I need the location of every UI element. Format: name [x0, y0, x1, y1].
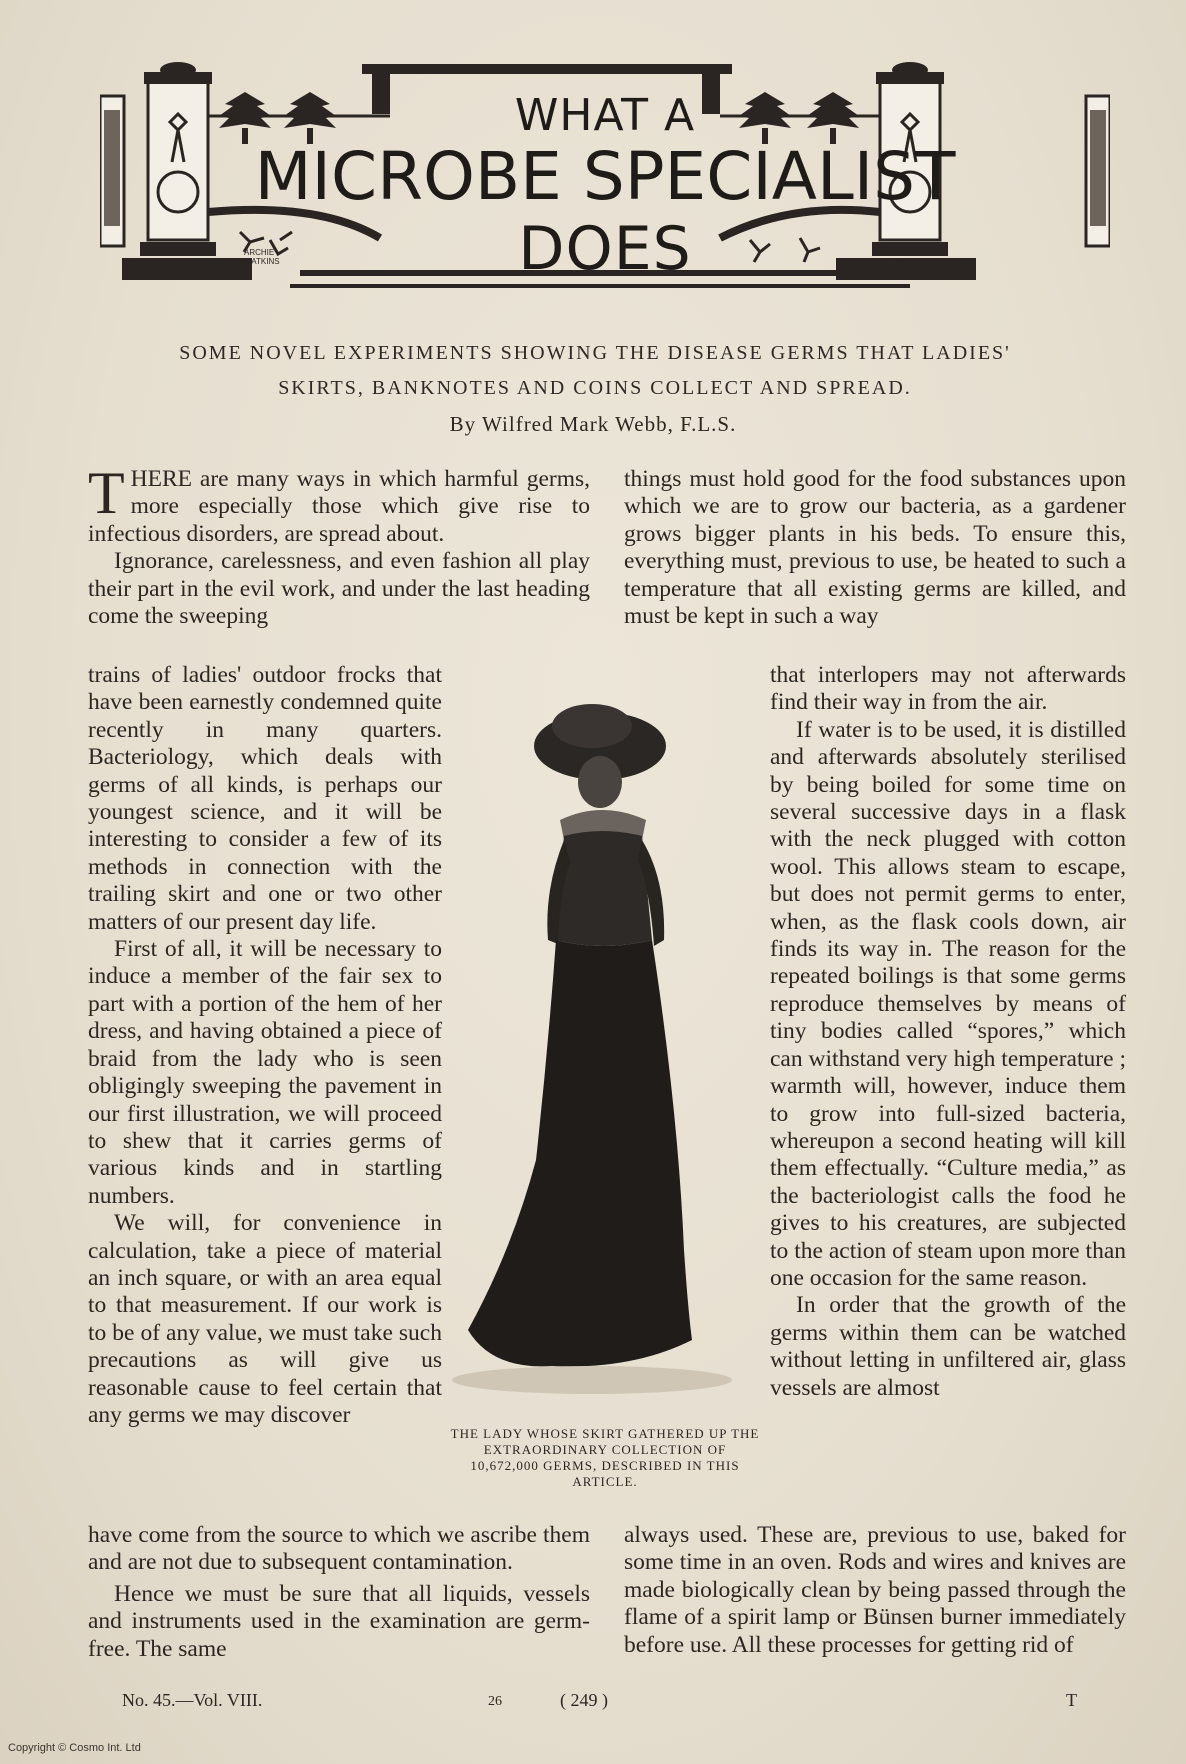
paragraph-4: We will, for convenience in calculation, take a piece of material an inch square, or with an area equal to that measurement. If our work is to be of any value, we must take such precautions as will give us reasonable cause to feel certain that any germs we may discover [88, 1210, 442, 1428]
subtitle-line-1: SOME NOVEL EXPERIMENTS SHOWING THE DISEASE GERMS THAT LADIES' [179, 342, 1011, 364]
right-paragraph-1-cont: that interlopers may not afterwards find their way in from the air. [770, 662, 1126, 716]
title-line-2: MICROBE SPECIALIST [254, 138, 956, 215]
subtitle-line-2: SKIRTS, BANKNOTES AND COINS COLLECT AND SPREAD. [278, 377, 912, 399]
title-line-3: DOES [518, 214, 692, 284]
lady-silhouette-image [452, 690, 752, 1430]
right-column-narrow [770, 662, 1126, 1402]
paragraph-2: Ignorance, carelessness, and even fashion all play their part in the evil work, and under the last heading come the sweeping [88, 548, 590, 630]
title-line-1: WHAT A [514, 90, 696, 141]
issue-volume: No. 45.—Vol. VIII. [122, 1690, 263, 1710]
page-number: ( 249 ) [560, 1690, 608, 1710]
paragraph-5: Hence we must be sure that all liquids, vessels and instruments used in the examination are germ-free. The same [88, 1580, 590, 1662]
copyright-watermark: Copyright © Cosmo Int. Ltd [8, 1742, 141, 1754]
paragraph-1: THERE are many ways in which harmful germs, more especially those which give rise to infectious disorders, are spread about. [88, 460, 590, 547]
folio-number: 26 [488, 1694, 502, 1709]
byline: By Wilfred Mark Webb, F.L.S. [449, 412, 737, 436]
left-column-bottom [88, 1522, 590, 1663]
title-banner [100, 62, 1110, 320]
right-paragraph-3-cont: always used. These are, previous to use, baked for some time in an oven. Rods and wires and knives are made biologically clean by being passed through the flame of a spirit lamp or Bünsen burner immediately before use. All these processes for getting rid of [624, 1522, 1126, 1658]
right-column-bottom [624, 1522, 1126, 1659]
drop-cap: T [88, 460, 125, 526]
left-column-narrow [88, 662, 442, 1429]
paragraph-3: First of all, it will be necessary to induce a member of the fair sex to part with a portion of the hem of her dress, and having obtained a piece of braid from the lady who is seen obligingly sweeping the pavement in our first illustration, we will proceed to shew that it carries germs of various kinds and in startling numbers. [88, 936, 442, 1209]
right-paragraph-1: things must hold good for the food substances upon which we are to grow our bacteria, as a gardener grows bigger plants in his beds. To ensure this, everything must, previous to use, be heated to such a temperature that all existing germs are killed, and must be kept in such a way [624, 466, 1126, 630]
paragraph-2-cont: trains of ladies' outdoor frocks that have been earnestly condemned quite recently in many quarters. Bacteriology, which deals with germs of all kinds, is perhaps our youngest science, and it will be interesting to consider a few of its methods in connection with the trailing skirt and one or two other matters of our present day life. [88, 662, 442, 935]
right-paragraph-2: If water is to be used, it is distilled and afterwards absolutely sterilised by being boiled for some time on several successive days in a flask with the neck plugged with cotton wool. This allows steam to escape, but does not permit germs to enter, when, as the flask cools down, air finds its way in. The reason for the repeated boilings is that some germs reproduce themselves by means of tiny bodies called “spores,” which can withstand very high temperature ; warmth will, however, induce them to grow into full-sized bacteria, whereupon a second heating will kill them effectually. “Culture media,” as the bacteriologist calls the food he gives to his creatures, are subjected to the action of steam upon more than one occasion for the same reason. [770, 716, 1126, 1291]
artist-signature: ARCHIE WATKINS [244, 248, 280, 266]
subtitle [90, 336, 1100, 406]
left-column-top [88, 460, 590, 630]
signature-mark: T [1066, 1690, 1077, 1710]
photo-caption: THE LADY WHOSE SKIRT GATHERED UP THE EXTRAORDINARY COLLECTION OF 10,672,000 GERMS, DESCRIBED IN THIS ARTICLE. [450, 1426, 760, 1489]
paragraph-4-cont: have come from the source to which we ascribe them and are not due to subsequent contamination. [88, 1522, 590, 1576]
right-column-top [624, 466, 1126, 630]
right-paragraph-3: In order that the growth of the germs within them can be watched without letting in unfiltered air, glass vessels are almost [770, 1292, 1126, 1401]
lady-photo [452, 690, 752, 1430]
